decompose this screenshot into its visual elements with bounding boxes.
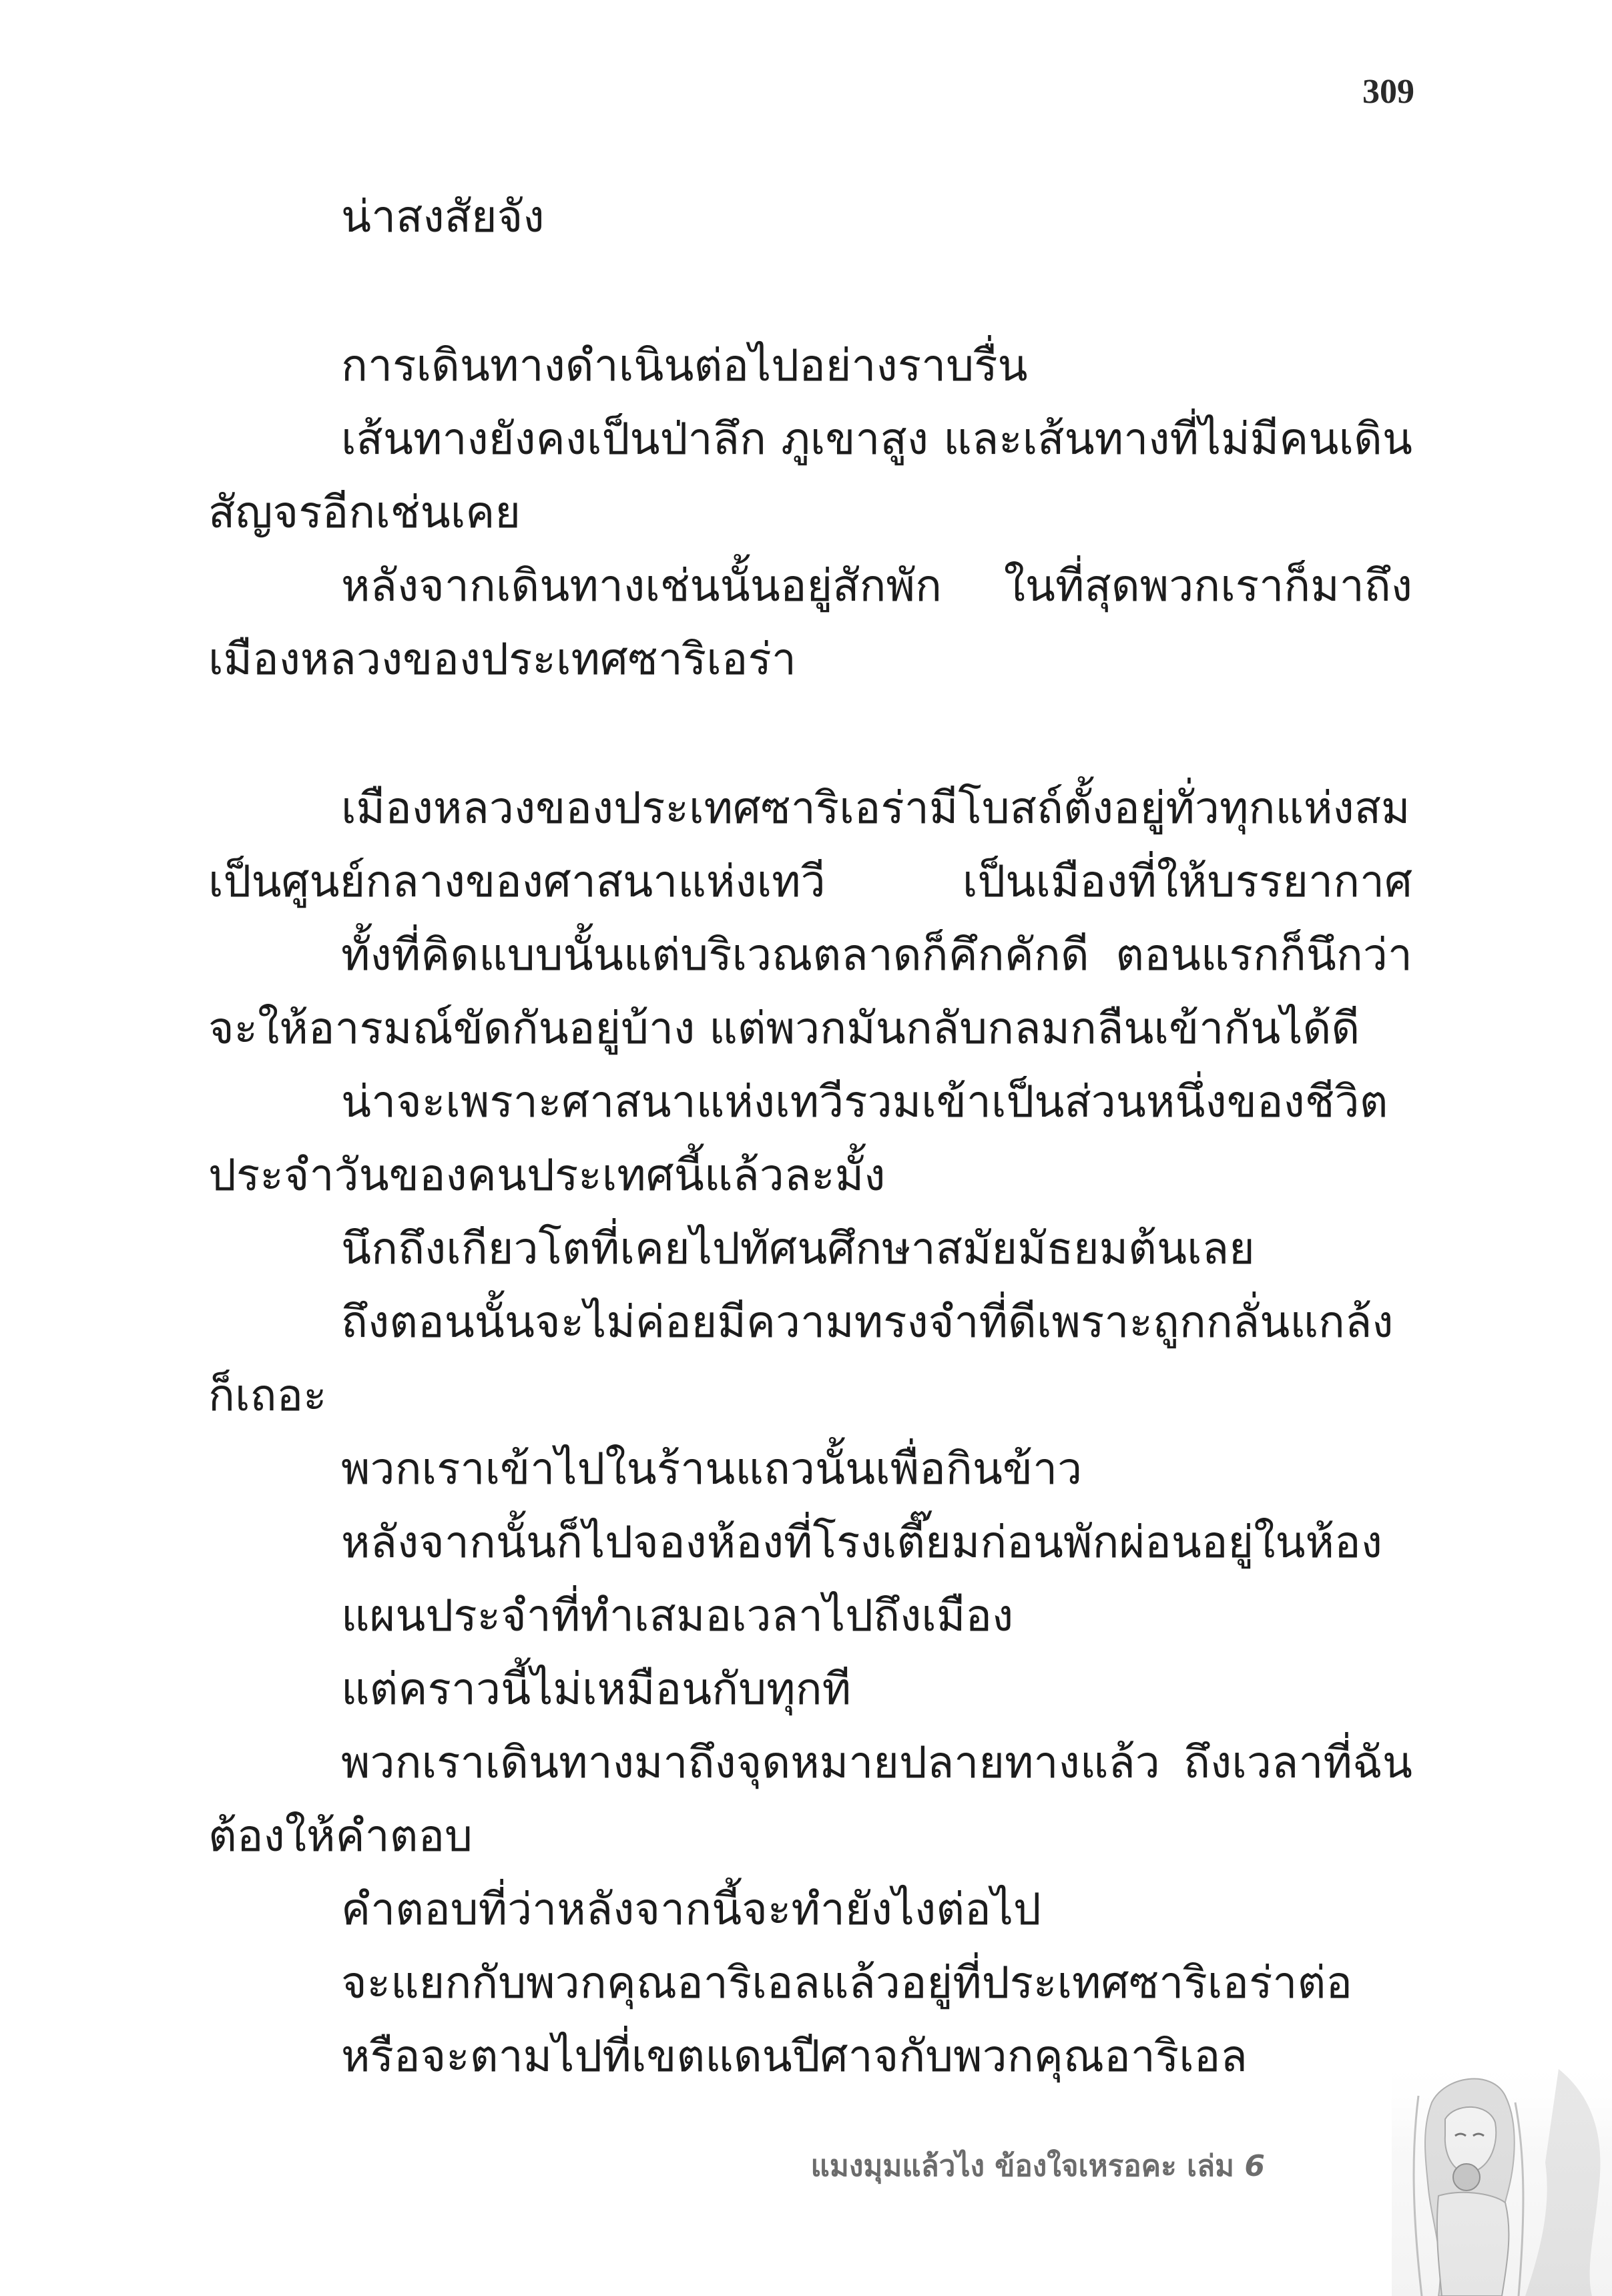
page-number: 309	[1362, 73, 1414, 111]
text-line: แต่คราวนี้ไม่เหมือนกับทุกที	[341, 1663, 852, 1715]
text-line: น่าจะเพราะศาสนาแห่งเทวีรวมเข้าเป็นส่วนหนึ่งของชีวิต	[341, 1076, 1388, 1127]
text-line: คำตอบที่ว่าหลังจากนี้จะทำยังไงต่อไป	[341, 1884, 1041, 1935]
text-line: เส้นทางยังคงเป็นป่าลึก ภูเขาสูง และเส้นทางที่ไม่มีคนเดิน	[341, 413, 1412, 465]
running-footer	[810, 2142, 1265, 2189]
text-line: เป็นศูนย์กลางของศาสนาแห่งเทวี เป็นเมืองที่ให้บรรยากาศ	[208, 856, 1412, 907]
text-line: พวกเราเดินทางมาถึงจุดหมายปลายทางแล้ว ถึงเวลาที่ฉัน	[341, 1737, 1412, 1788]
text-line: หลังจากเดินทางเช่นนั้นอยู่สักพัก ในที่สุดพวกเราก็มาถึง	[341, 560, 1412, 611]
text-line: หรือจะตามไปที่เขตแดนปีศาจกับพวกคุณอาริเอล	[341, 2030, 1248, 2082]
text-line: น่าสงสัยจัง	[341, 191, 545, 242]
text-line: ทั้งที่คิดแบบนั้นแต่บริเวณตลาดก็คึกคักดี ตอนแรกก็นึกว่า	[341, 929, 1412, 980]
text-line: จะแยกกับพวกคุณอาริเอลแล้วอยู่ที่ประเทศซาริเอร่าต่อ	[341, 1957, 1352, 2008]
text-line: ต้องให้คำตอบ	[208, 1810, 473, 1861]
text-line: แผนประจำที่ทำเสมอเวลาไปถึงเมือง	[341, 1590, 1014, 1641]
book-title: แมงมุมแล้วไง ข้องใจเหรอคะ เล่ม	[810, 2149, 1235, 2183]
text-line: ประจำวันของคนประเทศนี้แล้วละมั้ง	[208, 1149, 886, 1201]
text-line: นึกถึงเกียวโตที่เคยไปทัศนศึกษาสมัยมัธยมต้นเลย	[341, 1223, 1255, 1274]
text-line: ถึงตอนนั้นจะไม่ค่อยมีความทรงจำที่ดีเพราะถูกกลั่นแกล้ง	[341, 1296, 1394, 1348]
text-line: สัญจรอีกเช่นเคย	[208, 487, 521, 538]
text-line: เมืองหลวงของประเทศซาริเอร่า	[208, 633, 796, 685]
text-line: เมืองหลวงของประเทศซาริเอร่ามีโบสถ์ตั้งอยู่ทั่วทุกแห่งสม	[341, 782, 1410, 834]
text-line: พวกเราเข้าไปในร้านแถวนั้นเพื่อกินข้าว	[341, 1443, 1083, 1494]
character-illustration	[1392, 2056, 1612, 2296]
text-line: หลังจากนั้นก็ไปจองห้องที่โรงเตี๊ยมก่อนพักผ่อนอยู่ในห้อง	[341, 1516, 1382, 1568]
text-line: ก็เถอะ	[208, 1370, 327, 1421]
text-line: การเดินทางดำเนินต่อไปอย่างราบรื่น	[341, 340, 1028, 391]
text-line: จะให้อารมณ์ขัดกันอยู่บ้าง แต่พวกมันกลับกลมกลืนเข้ากันได้ดี	[208, 1002, 1360, 1054]
volume-number: 6	[1244, 2149, 1265, 2183]
